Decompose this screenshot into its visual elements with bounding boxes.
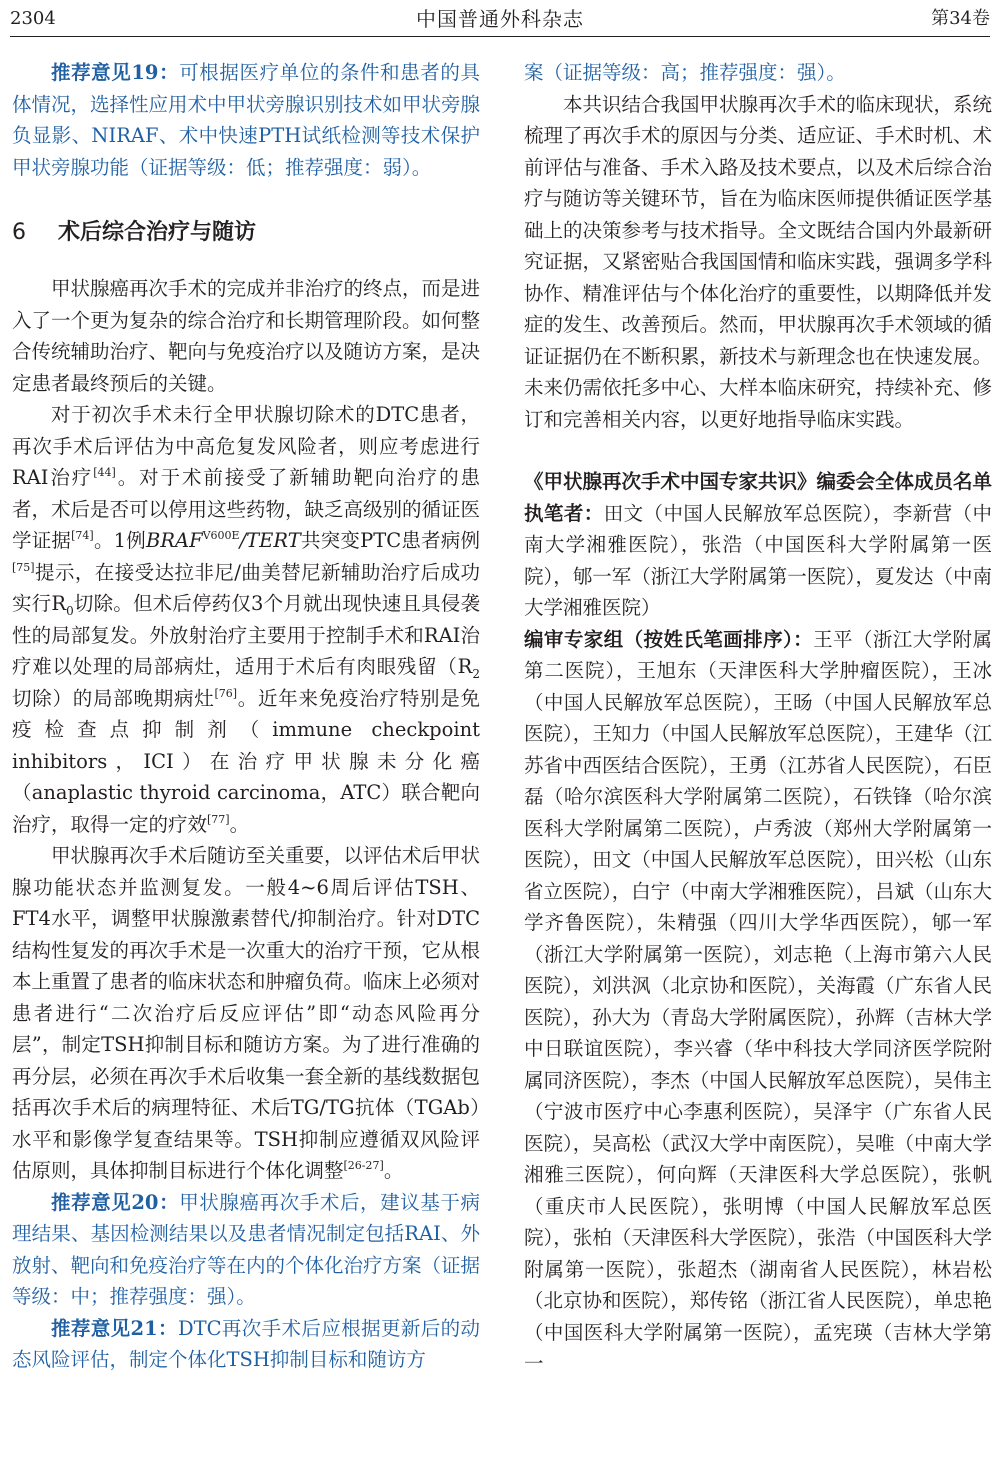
reviewers-list bbox=[524, 624, 992, 1380]
recommendation-19 bbox=[12, 57, 480, 183]
conclusion-paragraph: 本共识结合我国甲状腺再次手术的临床现状，系统梳理了再次手术的原因与分类、适应证、手术时机、术前评估与准备、手术入路及技术要点，以及术后综合治疗与随访等关键环节，旨在为临床医师提供循证医学基础上的决策参考与技术指导。全文既结合国内外最新研究证据，又紧密贴合我国国情和临床实践，强调多学科协作、精准评估与个体化治疗的重要性，以期降低并发症的发生、改善预后。然而，甲状腺再次手术领域的循证证据仍在不断积累，新技术与新理念也在快速发展。未来仍需依托多中心、大样本临床研究，持续补充、修订和完善相关内容，以更好地指导临床实践。 bbox=[524, 92, 993, 431]
recommendation-label: 推荐意见19： bbox=[51, 61, 180, 84]
section-number: 6 bbox=[12, 220, 26, 245]
citation[interactable]: [76] bbox=[214, 686, 238, 700]
page-header bbox=[10, 4, 990, 37]
gene-variant: V600E bbox=[202, 529, 240, 542]
committee-title: 《甲状腺再次手术中国专家共识》编委会全体成员名单 bbox=[524, 470, 993, 493]
citation[interactable]: [75] bbox=[12, 560, 35, 574]
paragraph: 甲状腺癌再次手术的完成并非治疗的终点，而是进入了一个更为复杂的综合治疗和长期管理阶段。如何整合传统辅助治疗、靶向与免疫治疗以及随访方案，是决定患者最终预后的关键。 bbox=[12, 277, 481, 395]
reviewers-text: 王平（浙江大学附属第二医院），王旭东（天津医科大学肿瘤医院），王冰（中国人民解放军总医院），王旸（中国人民解放军总医院），王知力（中国人民解放军总医院），王建华（江苏省中西医结合医院），王勇（江苏省人民医院），石臣磊（哈尔滨医科大学附属第二医院），石铁锋（哈尔滨医科大学附属第二医院），卢秀波（郑州大学附属第一医院），田文（中国人民解放军总医院），田兴松（山东省立医院），白宁（中南大学湘雅医院），吕斌（山东大学齐鲁医院），朱精强（四川大学华西医院），郇一军（浙江大学附属第一医院），刘志艳（上海市第六人民医院），刘洪沨（北京协和医院），关海霞（广东省人民医院），孙大为（青岛大学附属医院），孙辉（吉林大学中日联谊医院），李兴睿（华中科技大学同济医学院附属同济医院），李杰（中国人民解放军总医院），吴伟主（宁波市医疗中心李惠利医院），吴泽宇（广东省人民医院），吴高松（武汉大学中南医院），吴唯（中南大学湘雅三医院），何向辉（天津医科大学总医院），张帆（重庆市人民医院），张明博（中国人民解放军总医院），张柏（天津医科大学医院），张浩（中国医科大学附属第一医院），张超杰（湖南省人民医院），林岩松（北京协和医院），郑传铭（浙江省人民医院），单忠艳（中国医科大学附属第一医院），孟宪瑛（吉林大学第一 bbox=[524, 627, 993, 1375]
citation[interactable]: [44] bbox=[93, 466, 116, 479]
paragraph: 对于初次手术未行全甲状腺切除术的DTC患者，再次手术后评估为中高危复发风险者，则应考虑进行RAI治疗[44]。对于术前接受了新辅助靶向治疗的患者，术后是否可以停用这些药物，缺乏高级别的循证医学证据[74]。1例$BRAF^{V600E}$/TERT共突变PTC患者病例[75]提示，在接受达拉非尼/曲美替尼新辅助治疗后成功实行$R_0$切除。但术后停药仅3个月就出现快速且具侵袭性的局部复发。外放射治疗主要用于控制手术和RAI治疗难以处理的局部病灶，适用于术后有肉眼残留（$R_2$切除）的局部晚期病灶[76]。近年来免疫治疗特别是免疫检查点抑制剂（immune checkpoint inhibitors，ICI）在治疗甲状腺未分化癌（anaplastic thyroid carcinoma，ATC）联合靶向治疗，取得一定的疗效[77]。 bbox=[12, 403, 481, 836]
recommendation-20 bbox=[12, 1187, 480, 1313]
citation[interactable]: [74] bbox=[71, 529, 94, 542]
authors-list bbox=[524, 498, 992, 624]
recommendation-text: 甲状腺癌再次手术后，建议基于病理结果、基因检测结果以及患者情况制定包括RAI、外放射、靶向和免疫治疗等在内的个体化治疗方案（证据等级：中；推荐强度：强）。 bbox=[12, 1190, 481, 1308]
recommendation-21 bbox=[12, 1313, 480, 1376]
citation[interactable]: [26-27] bbox=[343, 1159, 384, 1172]
authors-text: 田文（中国人民解放军总医院），李新营（中南大学湘雅医院），张浩（中国医科大学附属第一医院），郇一军（浙江大学附属第一医院），夏发达（中南大学湘雅医院） bbox=[524, 501, 993, 619]
gene-name: BRAF bbox=[145, 529, 203, 552]
recommendation-text: 可根据医疗单位的条件和患者的具体情况，选择性应用术中甲状旁腺识别技术如甲状旁腺负显影、NIRAF、术中快速PTH试纸检测等技术保护甲状旁腺功能（证据等级：低；推荐强度：弱）。 bbox=[12, 61, 481, 179]
recommendation-text: DTC再次手术后应根据更新后的动态风险评估，制定个体化TSH抑制目标和随访方 bbox=[12, 1316, 481, 1371]
journal-title: 中国普通外科杂志 bbox=[416, 7, 584, 31]
paragraph: 甲状腺再次手术后随访至关重要，以评估术后甲状腺功能状态并监测复发。一般4~6周后评估TSH、FT4水平，调整甲状腺激素替代/抑制治疗。针对DTC结构性复发的再次手术是一次重大的治疗干预，它从根本上重置了患者的临床状态和肿瘤负荷。临床上必须对患者进行“二次治疗后反应评估”即“动态风险再分层”，制定TSH抑制目标和随访方案。为了进行准确的再分层，必须在再次手术后收集一套全新的基线数据包括再次手术后的病理特征、术后TG/TG抗体（TGAb）水平和影像学复查结果等。TSH抑制应遵循双风险评估原则，具体抑制目标进行个体化调整[26-27]。 bbox=[12, 844, 481, 1182]
left-column bbox=[12, 57, 480, 1376]
citation[interactable]: [77] bbox=[207, 812, 230, 826]
page-number: 2304 bbox=[10, 8, 56, 29]
recommendation-label: 推荐意见21： bbox=[51, 1316, 178, 1340]
authors-label: 执笔者： bbox=[524, 501, 604, 525]
section-heading bbox=[12, 216, 480, 250]
recommendation-label: 推荐意见20： bbox=[51, 1190, 180, 1214]
right-column bbox=[524, 57, 992, 1380]
recommendation-21-continued: 案（证据等级：高；推荐强度：强）。 bbox=[524, 61, 846, 84]
reviewers-label: 编审专家组（按姓氏笔画排序）： bbox=[524, 627, 814, 651]
gene-name: /TERT bbox=[239, 529, 301, 552]
section-title: 术后综合治疗与随访 bbox=[58, 220, 257, 245]
volume-label: 第34卷 bbox=[931, 8, 990, 29]
